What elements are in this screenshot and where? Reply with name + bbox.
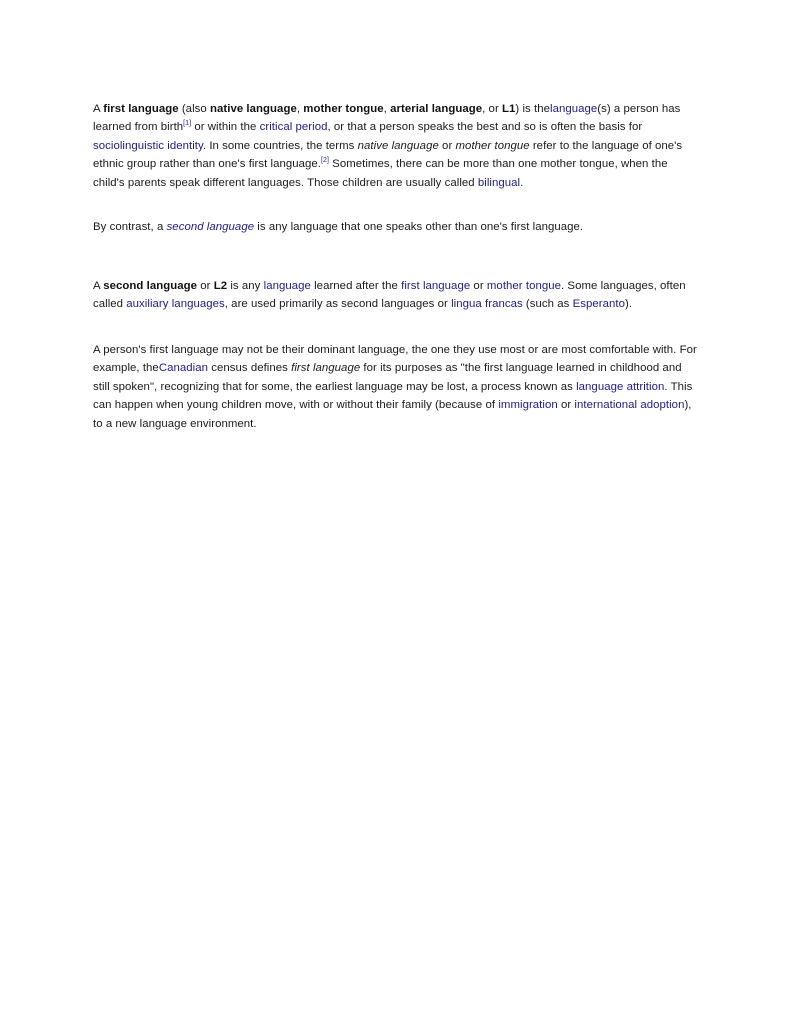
link-language[interactable]: language xyxy=(263,280,311,292)
text-span: or xyxy=(197,280,214,292)
text-span: , xyxy=(383,103,391,115)
text-span: A person's first language may not be their dominant language, the one they use most or are most comfortable with. For example, the xyxy=(93,344,697,375)
bold-term-first-language: first language xyxy=(103,103,179,115)
text-span: (s) a person has learned from birth xyxy=(93,103,681,134)
text-span: , or xyxy=(482,103,502,115)
text-span: or xyxy=(470,280,487,292)
text-span: or xyxy=(438,139,456,152)
link-canadian[interactable]: Canadian xyxy=(158,362,208,375)
text-span: . xyxy=(520,176,524,189)
link-first-language[interactable]: first language xyxy=(401,280,471,292)
link-critical-period[interactable]: critical period xyxy=(259,121,328,134)
text-span: for its purposes as "the first language learned in childhood and still spoken", recognizing that for some, the earliest language may be lost, a process known as xyxy=(93,362,682,393)
link-immigration[interactable]: immigration xyxy=(498,399,558,412)
text-span: or xyxy=(557,399,575,412)
bold-term-l2: L2 xyxy=(213,280,228,292)
link-bilingual[interactable]: bilingual xyxy=(477,176,521,189)
link-sociolinguistic-identity[interactable]: sociolinguistic identity xyxy=(93,139,203,152)
bold-term-native-language: native language xyxy=(210,103,297,115)
bold-term-second-language: second language xyxy=(103,280,198,292)
text-span: or within the xyxy=(191,121,260,134)
italic-term-native-language: native language xyxy=(357,139,439,152)
text-span: ). xyxy=(625,298,633,311)
text-span: , xyxy=(296,103,304,115)
paragraph-first-language-definition xyxy=(93,100,699,192)
link-esperanto[interactable]: Esperanto xyxy=(572,298,625,311)
bold-term-arterial-language: arterial language xyxy=(390,103,483,115)
link-second-language[interactable]: second language xyxy=(166,221,255,233)
text-span: A xyxy=(93,103,104,115)
link-language[interactable]: language xyxy=(550,103,598,115)
link-language-attrition[interactable]: language attrition xyxy=(576,380,665,393)
citation-ref-2[interactable]: [2] xyxy=(321,157,329,165)
link-auxiliary-languages[interactable]: auxiliary languages xyxy=(126,298,225,311)
link-international-adoption[interactable]: international adoption xyxy=(574,399,685,412)
text-span: is any language that one speaks other than one's first language. xyxy=(254,221,584,233)
text-span: ) is the xyxy=(515,103,550,115)
text-span: . In some countries, the terms xyxy=(202,139,358,152)
text-span: ), to a new language environment. xyxy=(93,399,692,430)
link-mother-tongue[interactable]: mother tongue xyxy=(486,280,561,292)
text-span: Sometimes, there can be more than one mother tongue, when the child's parents speak different languages. Those children are usually called xyxy=(93,158,668,189)
paragraph-second-language-definition xyxy=(93,277,699,314)
paragraph-by-contrast xyxy=(93,218,699,236)
text-span: census defines xyxy=(208,362,292,375)
text-span: is any xyxy=(227,280,264,292)
bold-term-mother-tongue: mother tongue xyxy=(303,103,384,115)
text-span: (such as xyxy=(522,298,573,311)
text-span: learned after the xyxy=(310,280,402,292)
italic-term-mother-tongue: mother tongue xyxy=(455,139,530,152)
text-span: , or that a person speaks the best and so is often the basis for xyxy=(327,121,643,134)
text-span: , are used primarily as second languages or xyxy=(224,298,452,311)
text-span: refer to the language of one's ethnic group rather than one's first language. xyxy=(93,139,683,171)
text-span: By contrast, a xyxy=(93,221,167,233)
text-span: . This can happen when young children move, with or without their family (because of xyxy=(93,380,693,412)
citation-ref-1[interactable]: [1] xyxy=(183,120,192,128)
text-span: A xyxy=(93,280,104,292)
text-span: . Some languages, often called xyxy=(93,280,686,311)
link-lingua-francas[interactable]: lingua francas xyxy=(451,298,523,311)
bold-term-l1: L1 xyxy=(502,103,516,115)
paragraph-dominant-language xyxy=(93,341,699,433)
italic-term-first-language: first language xyxy=(291,362,361,375)
text-span: (also xyxy=(178,103,210,115)
